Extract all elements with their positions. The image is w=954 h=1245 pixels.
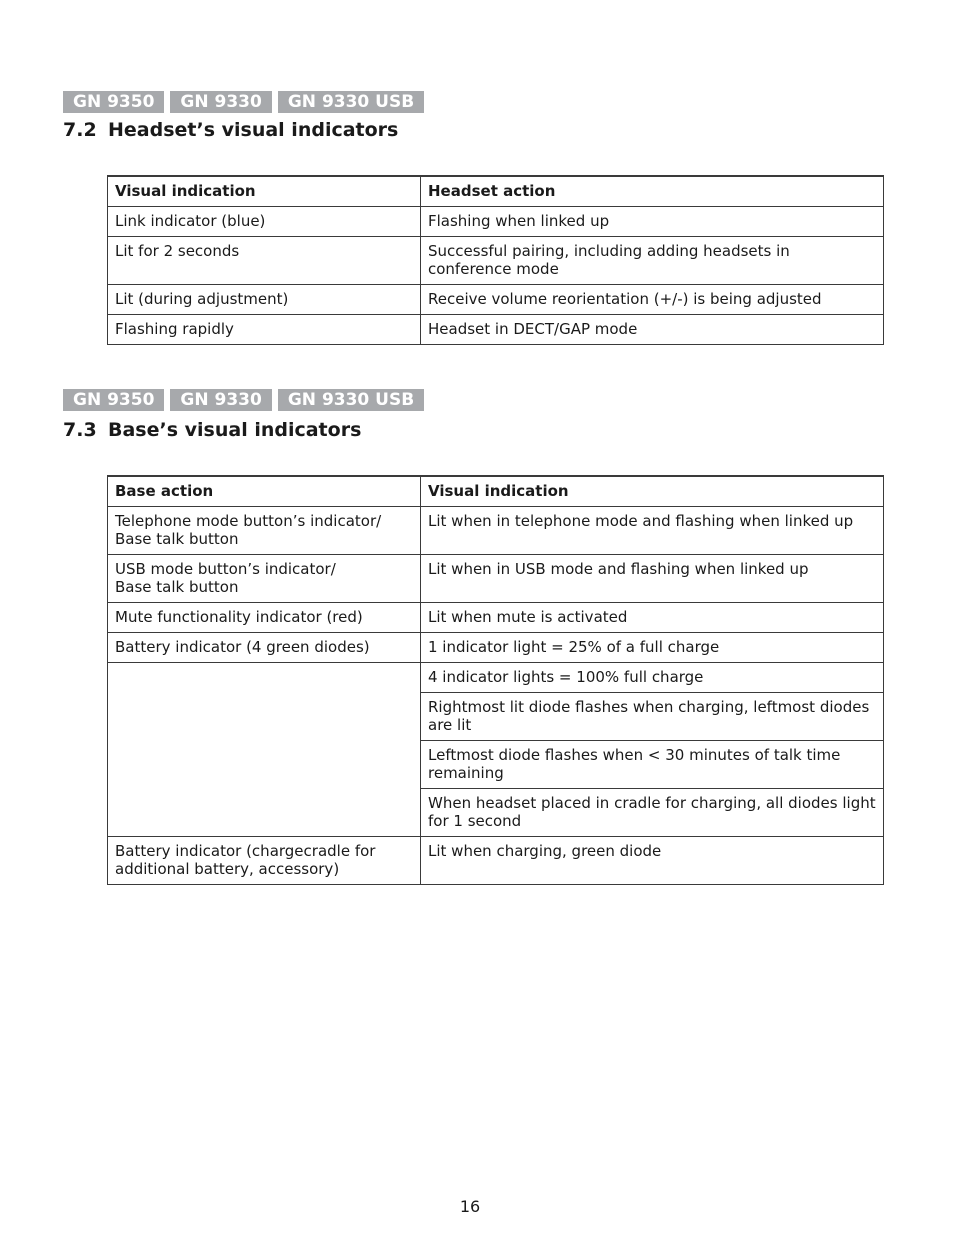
page-number: 16 — [459, 1197, 481, 1216]
table-cell: When headset placed in cradle for charging, all diodes light for 1 second — [421, 789, 884, 837]
table-cell: Receive volume reorientation (+/-) is being adjusted — [421, 285, 884, 315]
table-cell: Flashing when linked up — [421, 207, 884, 237]
headset-indicators-table — [107, 175, 884, 345]
section-number: 7.2 — [63, 119, 97, 141]
section-number: 7.3 — [63, 419, 97, 441]
table-cell: Lit when in USB mode and flashing when linked up — [421, 555, 884, 603]
table-row — [108, 603, 884, 633]
table-cell: Successful pairing, including adding headsets in conference mode — [421, 237, 884, 285]
model-tag: GN 9330 — [170, 389, 271, 411]
table-cell: Lit when mute is activated — [421, 603, 884, 633]
section-title: Headset’s visual indicators — [108, 119, 399, 141]
table-cell: Battery indicator (4 green diodes) — [108, 633, 421, 663]
table-row — [108, 315, 884, 345]
table-row — [108, 237, 884, 285]
column-header: Visual indication — [108, 176, 421, 207]
table-cell: Rightmost lit diode flashes when charging, leftmost diodes are lit — [421, 693, 884, 741]
table-cell: Lit when in telephone mode and flashing when linked up — [421, 507, 884, 555]
table-cell: Mute functionality indicator (red) — [108, 603, 421, 633]
table-row — [108, 207, 884, 237]
base-indicators-table — [107, 475, 884, 885]
table-cell: Headset in DECT/GAP mode — [421, 315, 884, 345]
table-cell: Lit for 2 seconds — [108, 237, 421, 285]
model-tag: GN 9330 — [170, 91, 271, 113]
model-tag: GN 9330 USB — [278, 389, 424, 411]
table-row — [108, 507, 884, 555]
model-tag: GN 9330 USB — [278, 91, 424, 113]
table-cell: 4 indicator lights = 100% full charge — [421, 663, 884, 693]
column-header: Visual indication — [421, 476, 884, 507]
section-heading-base — [63, 419, 361, 441]
table-header-row — [108, 176, 884, 207]
table-cell: Battery indicator (chargecradle for additional battery, accessory) — [108, 837, 421, 885]
column-header: Headset action — [421, 176, 884, 207]
model-tags-headset — [63, 91, 424, 113]
table-cell: USB mode button’s indicator/ Base talk button — [108, 555, 421, 603]
table-row — [108, 285, 884, 315]
model-tag: GN 9350 — [63, 389, 164, 411]
table-cell: Link indicator (blue) — [108, 207, 421, 237]
model-tags-base — [63, 389, 424, 411]
table-cell: Flashing rapidly — [108, 315, 421, 345]
table-cell: 1 indicator light = 25% of a full charge — [421, 633, 884, 663]
table-cell: Leftmost diode flashes when < 30 minutes of talk time remaining — [421, 741, 884, 789]
table-cell-empty — [108, 663, 421, 837]
column-header: Base action — [108, 476, 421, 507]
table-cell: Lit when charging, green diode — [421, 837, 884, 885]
table-header-row — [108, 476, 884, 507]
table-cell: Telephone mode button’s indicator/ Base talk button — [108, 507, 421, 555]
table-cell: Lit (during adjustment) — [108, 285, 421, 315]
section-title: Base’s visual indicators — [108, 419, 362, 441]
table-row — [108, 555, 884, 603]
model-tag: GN 9350 — [63, 91, 164, 113]
table-row — [108, 663, 884, 693]
section-heading-headset — [63, 119, 398, 141]
table-row — [108, 837, 884, 885]
table-row — [108, 633, 884, 663]
